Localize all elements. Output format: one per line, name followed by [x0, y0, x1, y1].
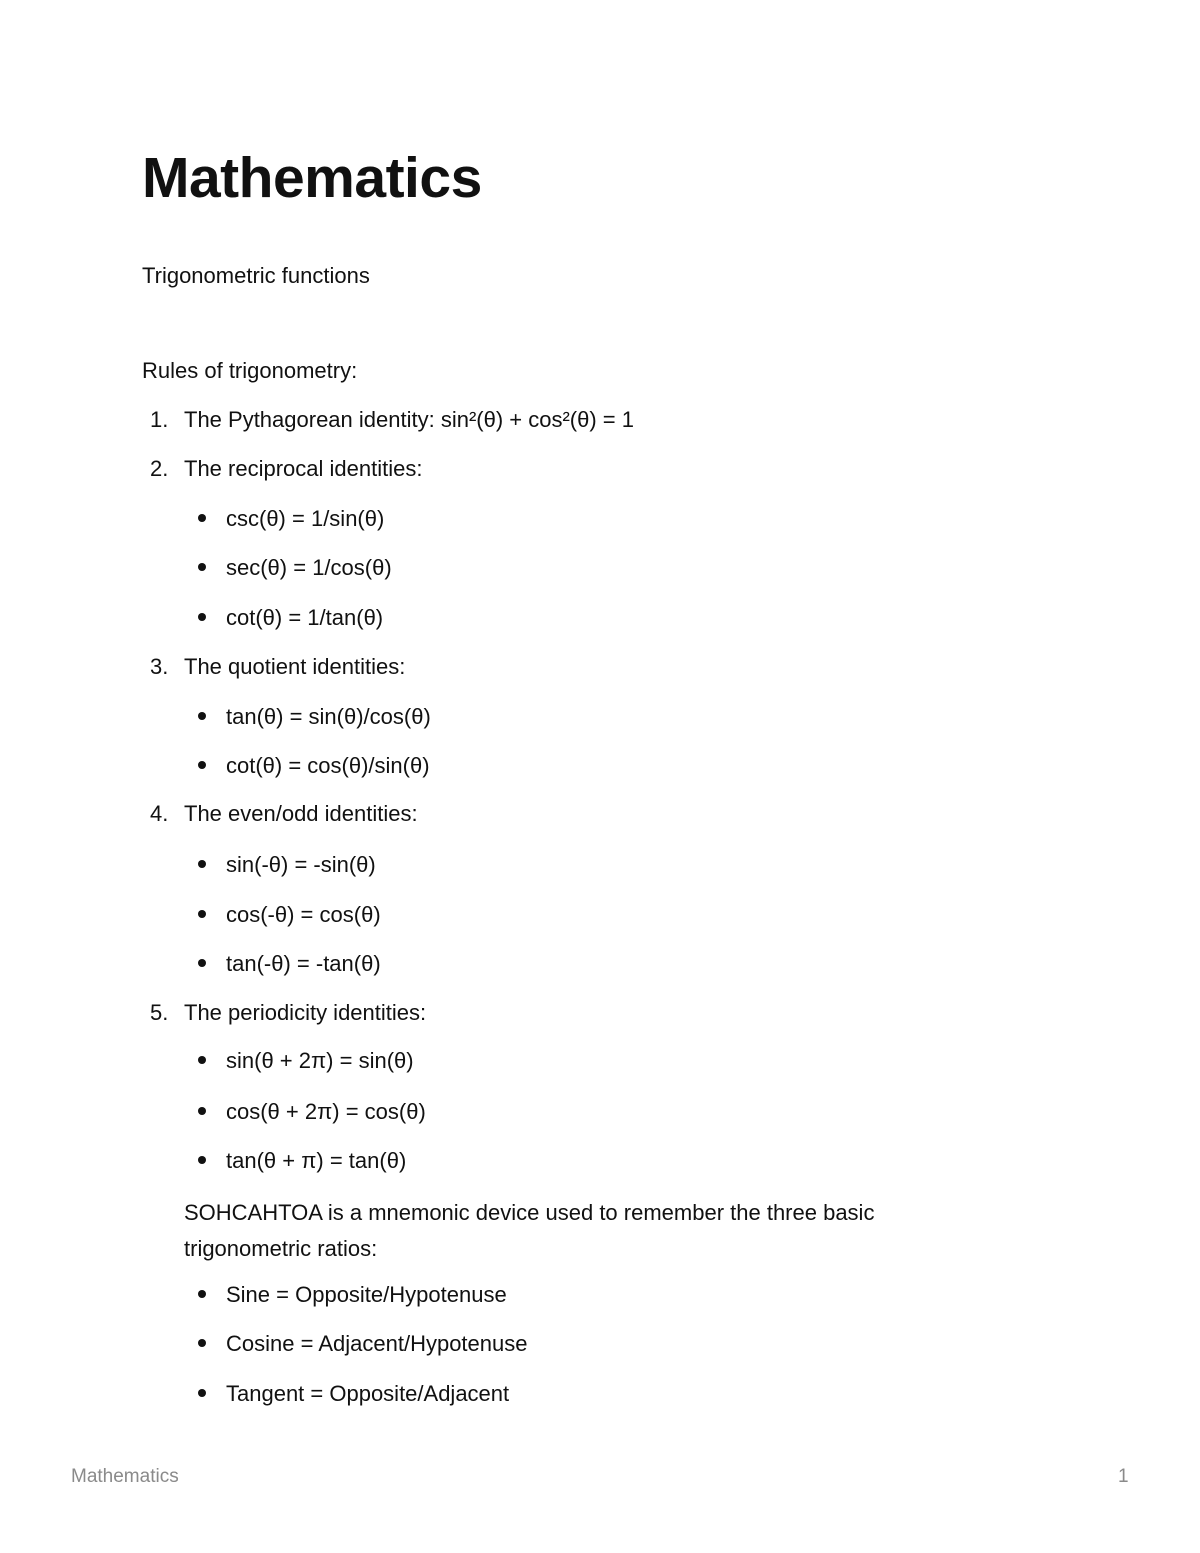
list-number: 2.	[150, 456, 169, 481]
list-number: 1.	[150, 407, 169, 432]
bullet-item	[198, 553, 392, 583]
list-number: 4.	[150, 801, 169, 826]
bullet-item	[198, 1046, 414, 1076]
list-item-text: The Pythagorean identity: sin²(θ) + cos²(θ) = 1	[184, 407, 634, 432]
bullet-icon	[198, 959, 206, 967]
bullet-text: Sine = Opposite/Hypotenuse	[226, 1282, 507, 1307]
list-item-text: The quotient identities:	[184, 654, 406, 679]
bullet-item	[198, 949, 381, 979]
footer-title: Mathematics	[71, 1466, 179, 1487]
bullet-item	[198, 1329, 527, 1359]
list-number: 3.	[150, 654, 169, 679]
list-item	[150, 799, 418, 829]
bullet-icon	[198, 860, 206, 868]
list-item	[150, 405, 634, 435]
bullet-icon	[198, 514, 206, 522]
bullet-text: csc(θ) = 1/sin(θ)	[226, 506, 385, 531]
bullet-text: Tangent = Opposite/Adjacent	[226, 1381, 510, 1406]
bullet-text: cot(θ) = cos(θ)/sin(θ)	[226, 753, 430, 778]
page-number: 1	[1118, 1466, 1129, 1487]
bullet-icon	[198, 1107, 206, 1115]
bullet-text: tan(-θ) = -tan(θ)	[226, 951, 381, 976]
bullet-item	[198, 1379, 509, 1409]
bullet-item	[198, 1146, 406, 1176]
section-subtitle: Trigonometric functions	[142, 263, 370, 288]
bullet-text: Cosine = Adjacent/Hypotenuse	[226, 1331, 528, 1356]
list-item-text: The reciprocal identities:	[184, 456, 423, 481]
bullet-icon	[198, 910, 206, 918]
bullet-text: cos(-θ) = cos(θ)	[226, 902, 381, 927]
bullet-item	[198, 850, 376, 880]
bullet-icon	[198, 613, 206, 621]
bullet-item	[198, 751, 430, 781]
bullet-text: sec(θ) = 1/cos(θ)	[226, 555, 392, 580]
bullet-icon	[198, 1056, 206, 1064]
bullet-icon	[198, 563, 206, 571]
rules-intro: Rules of trigonometry:	[142, 358, 358, 383]
bullet-icon	[198, 1389, 206, 1397]
bullet-item	[198, 702, 431, 732]
bullet-item	[198, 603, 383, 633]
bullet-icon	[198, 712, 206, 720]
bullet-item	[198, 1097, 426, 1127]
list-number: 5.	[150, 1000, 169, 1025]
bullet-icon	[198, 761, 206, 769]
bullet-text: cos(θ + 2π) = cos(θ)	[226, 1099, 426, 1124]
list-item	[150, 652, 405, 682]
bullet-text: tan(θ + π) = tan(θ)	[226, 1148, 407, 1173]
bullet-text: cot(θ) = 1/tan(θ)	[226, 605, 384, 630]
page-title: Mathematics	[142, 146, 482, 210]
list-item	[150, 998, 426, 1028]
bullet-icon	[198, 1290, 206, 1298]
list-item-text: The even/odd identities:	[184, 801, 418, 826]
bullet-text: sin(-θ) = -sin(θ)	[226, 852, 376, 877]
bullet-icon	[198, 1339, 206, 1347]
bullet-icon	[198, 1156, 206, 1164]
bullet-item	[198, 900, 381, 930]
list-item-text: The periodicity identities:	[184, 1000, 427, 1025]
bullet-text: tan(θ) = sin(θ)/cos(θ)	[226, 704, 431, 729]
bullet-item	[198, 504, 384, 534]
bullet-text: sin(θ + 2π) = sin(θ)	[226, 1048, 414, 1073]
list-item	[150, 454, 422, 484]
bullet-item	[198, 1280, 507, 1310]
sohcahtoa-paragraph: SOHCAHTOA is a mnemonic device used to remember the three basic trigonometric ratios:	[184, 1200, 875, 1261]
